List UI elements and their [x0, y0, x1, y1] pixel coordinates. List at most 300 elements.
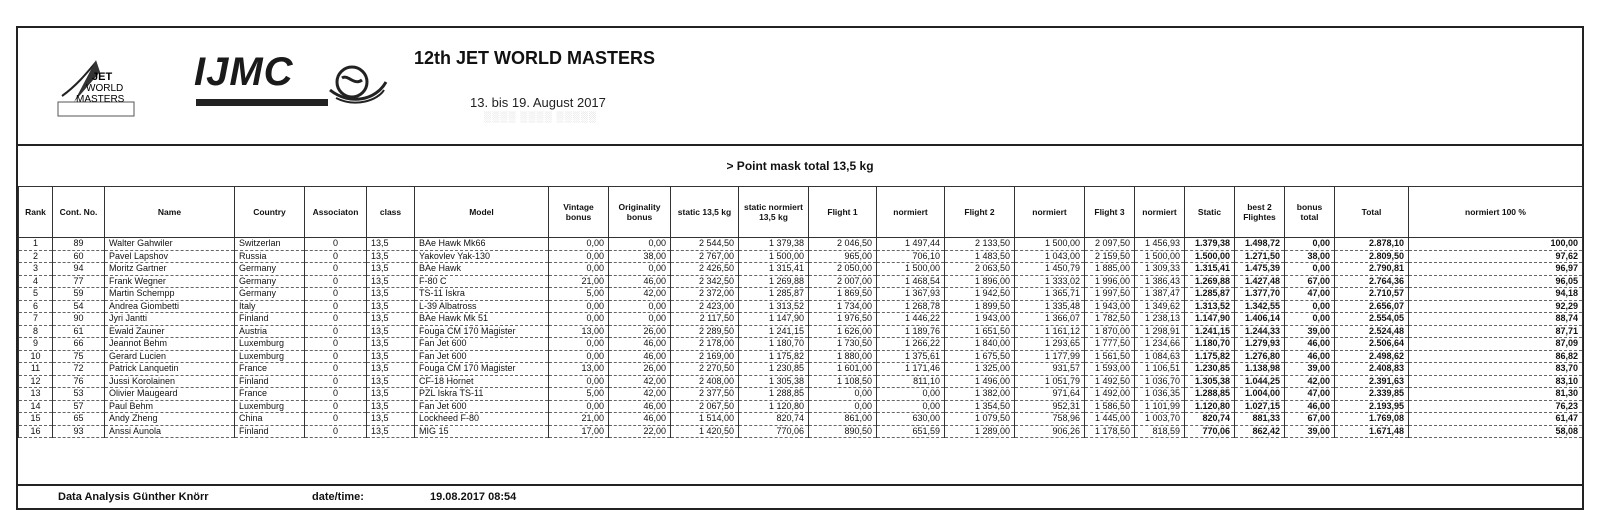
table-cell: 0,00	[549, 250, 609, 263]
table-cell: 87,09	[1409, 338, 1583, 351]
table-row	[19, 238, 1583, 251]
table-cell: 2 117,50	[671, 313, 739, 326]
table-cell: Moritz Gartner	[105, 263, 235, 276]
table-cell: 10	[19, 350, 53, 363]
table-cell: 1.138,98	[1235, 363, 1285, 376]
table-cell: 0,00	[549, 238, 609, 251]
table-cell: 1 101,99	[1135, 400, 1185, 413]
table-cell: MIG 15	[415, 425, 549, 438]
table-cell: 2.764,36	[1335, 275, 1409, 288]
table-cell: 13,00	[549, 325, 609, 338]
ijmc-logo: IJMC	[194, 50, 394, 114]
table-cell: 0,00	[877, 400, 945, 413]
table-cell: 2 270,50	[671, 363, 739, 376]
table-cell: 2 767,00	[671, 250, 739, 263]
table-header-row	[19, 187, 1583, 238]
table-row	[19, 400, 1583, 413]
column-header: Country	[235, 187, 305, 238]
table-row	[19, 300, 1583, 313]
table-cell: 81,30	[1409, 388, 1583, 401]
table-cell: 22,00	[609, 425, 671, 438]
table-cell: 1 375,61	[877, 350, 945, 363]
table-cell: 38,00	[1285, 250, 1335, 263]
table-cell: 1 268,78	[877, 300, 945, 313]
table-cell: Fan Jet 600	[415, 400, 549, 413]
table-cell: Yakovlev Yak-130	[415, 250, 549, 263]
table-cell: 21,00	[549, 275, 609, 288]
column-header: Static	[1185, 187, 1235, 238]
table-cell: 0,00	[609, 313, 671, 326]
table-cell: France	[235, 388, 305, 401]
table-cell: 1.671,48	[1335, 425, 1409, 438]
table-cell: 1 450,79	[1015, 263, 1085, 276]
table-cell: 1 976,50	[809, 313, 877, 326]
table-cell: Italy	[235, 300, 305, 313]
table-cell: 2.524,48	[1335, 325, 1409, 338]
table-cell: 1 492,50	[1085, 375, 1135, 388]
table-cell: 758,96	[1015, 413, 1085, 426]
table-cell: 0	[305, 425, 367, 438]
table-cell: 2 372,00	[671, 288, 739, 301]
table-cell: 2 408,00	[671, 375, 739, 388]
column-header: Flight 2	[945, 187, 1015, 238]
table-cell: 0	[305, 288, 367, 301]
table-cell: 61,47	[1409, 413, 1583, 426]
table-cell: 1 896,00	[945, 275, 1015, 288]
table-cell: 39,00	[1285, 363, 1335, 376]
table-cell: 1 051,79	[1015, 375, 1085, 388]
table-cell: Martin Schempp	[105, 288, 235, 301]
table-cell: 90	[53, 313, 105, 326]
table-cell: 38,00	[609, 250, 671, 263]
table-cell: Jeannot Behm	[105, 338, 235, 351]
table-cell: 89	[53, 238, 105, 251]
column-header: Total	[1335, 187, 1409, 238]
table-cell: Pavel Lapshov	[105, 250, 235, 263]
table-cell: 1 003,70	[1135, 413, 1185, 426]
table-cell: 72	[53, 363, 105, 376]
table-cell: L-39 Albatross	[415, 300, 549, 313]
table-cell: 1 942,50	[945, 288, 1015, 301]
table-cell: 0	[305, 363, 367, 376]
table-cell: 76	[53, 375, 105, 388]
table-cell: 57	[53, 400, 105, 413]
table-cell: 86,82	[1409, 350, 1583, 363]
table-cell: 0,00	[1285, 300, 1335, 313]
table-cell: 2.391,63	[1335, 375, 1409, 388]
table-cell: 0	[305, 375, 367, 388]
column-header: class	[367, 187, 415, 238]
table-cell: Olivier Maugeard	[105, 388, 235, 401]
table-cell: 67,00	[1285, 275, 1335, 288]
column-header: static normiert 13,5 kg	[739, 187, 809, 238]
table-cell: 1 349,62	[1135, 300, 1185, 313]
table-cell: 1 367,93	[877, 288, 945, 301]
table-cell: Fouga CM 170 Magister	[415, 363, 549, 376]
table-cell: 1 870,00	[1085, 325, 1135, 338]
page-title: 12th JET WORLD MASTERS	[414, 48, 656, 68]
table-cell: 16	[19, 425, 53, 438]
table-cell: 1 178,50	[1085, 425, 1135, 438]
table-cell: 1.288,85	[1185, 388, 1235, 401]
table-cell: 0	[305, 413, 367, 426]
table-cell: 83,10	[1409, 375, 1583, 388]
table-cell: 1.180,70	[1185, 338, 1235, 351]
table-cell: 2.498,62	[1335, 350, 1409, 363]
table-cell: 1 161,12	[1015, 325, 1085, 338]
table-cell: 67,00	[1285, 413, 1335, 426]
table-cell: 0,00	[809, 388, 877, 401]
table-cell: Frank Wegner	[105, 275, 235, 288]
table-cell: PZL Iskra TS-11	[415, 388, 549, 401]
table-cell: 1 288,85	[739, 388, 809, 401]
table-cell: 0,00	[877, 388, 945, 401]
table-cell: 66	[53, 338, 105, 351]
table-cell: 2 169,00	[671, 350, 739, 363]
table-cell: 1 456,93	[1135, 238, 1185, 251]
event-dates: 13. bis 19. August 2017	[470, 95, 606, 110]
table-cell: 1.175,82	[1185, 350, 1235, 363]
table-cell: 100,00	[1409, 238, 1583, 251]
table-cell: 1 899,50	[945, 300, 1015, 313]
table-cell: 60	[53, 250, 105, 263]
table-cell: 46,00	[609, 275, 671, 288]
table-cell: 1.276,80	[1235, 350, 1285, 363]
table-cell: 1.406,14	[1235, 313, 1285, 326]
table-cell: 1 996,00	[1085, 275, 1135, 288]
table-cell: 2.506,64	[1335, 338, 1409, 351]
table-cell: 1 840,00	[945, 338, 1015, 351]
table-cell: 1 230,85	[739, 363, 809, 376]
table-cell: 931,57	[1015, 363, 1085, 376]
table-row	[19, 250, 1583, 263]
table-cell: 1 500,00	[1135, 250, 1185, 263]
table-cell: 1 514,00	[671, 413, 739, 426]
table-cell: 1 483,50	[945, 250, 1015, 263]
column-header: Originality bonus	[609, 187, 671, 238]
table-cell: 13,00	[549, 363, 609, 376]
table-cell: 820,74	[1185, 413, 1235, 426]
table-cell: Finland	[235, 313, 305, 326]
table-cell: 46,00	[609, 413, 671, 426]
table-cell: 13,5	[367, 250, 415, 263]
table-cell: 1 446,22	[877, 313, 945, 326]
table-cell: 820,74	[739, 413, 809, 426]
svg-text:WORLD: WORLD	[86, 83, 124, 94]
table-row	[19, 275, 1583, 288]
ijmc-banner-bar	[196, 99, 328, 106]
table-cell: 88,74	[1409, 313, 1583, 326]
table-cell: 46,00	[609, 338, 671, 351]
table-cell: 770,06	[1185, 425, 1235, 438]
table-cell: 76,23	[1409, 400, 1583, 413]
table-cell: 0	[305, 238, 367, 251]
table-cell: 1.305,38	[1185, 375, 1235, 388]
table-cell: 1.269,88	[1185, 275, 1235, 288]
table-cell: 906,26	[1015, 425, 1085, 438]
table-cell: Anssi Aunola	[105, 425, 235, 438]
table-cell: Lockheed F-80	[415, 413, 549, 426]
table-cell: CF-18 Hornet	[415, 375, 549, 388]
table-cell: 87,71	[1409, 325, 1583, 338]
table-cell: 13,5	[367, 425, 415, 438]
table-cell: 0,00	[1285, 263, 1335, 276]
column-header: normiert 100 %	[1409, 187, 1583, 238]
table-cell: 46,00	[609, 350, 671, 363]
column-header: Associaton	[305, 187, 367, 238]
table-cell: 1 234,66	[1135, 338, 1185, 351]
table-cell: 12	[19, 375, 53, 388]
table-cell: 1 885,00	[1085, 263, 1135, 276]
table-cell: 2 046,50	[809, 238, 877, 251]
table-cell: 2.408,83	[1335, 363, 1409, 376]
table-cell: 818,59	[1135, 425, 1185, 438]
table-row	[19, 363, 1583, 376]
table-cell: 1.315,41	[1185, 263, 1235, 276]
table-cell: Paul Behm	[105, 400, 235, 413]
table-cell: 1.313,52	[1185, 300, 1235, 313]
table-cell: 971,64	[1015, 388, 1085, 401]
table-cell: 1 997,50	[1085, 288, 1135, 301]
table-cell: 47,00	[1285, 288, 1335, 301]
table-cell: 1 387,47	[1135, 288, 1185, 301]
table-cell: 1 593,00	[1085, 363, 1135, 376]
table-cell: 1 782,50	[1085, 313, 1135, 326]
table-cell: Germany	[235, 288, 305, 301]
table-cell: Fouga CM 170 Magister	[415, 325, 549, 338]
table-cell: 1.475,39	[1235, 263, 1285, 276]
table-cell: 1 382,00	[945, 388, 1015, 401]
table-cell: 0,00	[549, 400, 609, 413]
table-cell: 1 496,00	[945, 375, 1015, 388]
table-row	[19, 325, 1583, 338]
table-cell: 14	[19, 400, 53, 413]
table-cell: Finland	[235, 375, 305, 388]
table-cell: 1 266,22	[877, 338, 945, 351]
table-cell: 2.656,07	[1335, 300, 1409, 313]
svg-text:JET: JET	[92, 71, 113, 83]
table-cell: 46,00	[1285, 400, 1335, 413]
svg-text:MASTERS: MASTERS	[76, 94, 125, 105]
table-cell: 46,00	[1285, 338, 1335, 351]
table-cell: Gerard Lucien	[105, 350, 235, 363]
table-cell: Jyri Jantti	[105, 313, 235, 326]
table-cell: 46,00	[1285, 350, 1335, 363]
table-cell: Switzerlan	[235, 238, 305, 251]
jet-world-masters-logo	[56, 56, 136, 118]
table-cell: 5	[19, 288, 53, 301]
table-cell: 13,5	[367, 325, 415, 338]
table-cell: 1 313,52	[739, 300, 809, 313]
table-cell: 1 298,91	[1135, 325, 1185, 338]
table-cell: 97,62	[1409, 250, 1583, 263]
column-header: Flight 3	[1085, 187, 1135, 238]
table-row	[19, 263, 1583, 276]
table-cell: 2.339,85	[1335, 388, 1409, 401]
table-cell: Russia	[235, 250, 305, 263]
table-cell: 0	[305, 388, 367, 401]
table-cell: 39,00	[1285, 325, 1335, 338]
table-cell: 2 097,50	[1085, 238, 1135, 251]
table-cell: 1 586,50	[1085, 400, 1135, 413]
table-cell: 0	[305, 338, 367, 351]
table-cell: 2.809,50	[1335, 250, 1409, 263]
table-cell: 46,00	[609, 400, 671, 413]
table-cell: 0,00	[549, 313, 609, 326]
table-cell: 1 492,00	[1085, 388, 1135, 401]
table-cell: 2 050,00	[809, 263, 877, 276]
column-header: normiert	[1135, 187, 1185, 238]
table-cell: 1 285,87	[739, 288, 809, 301]
table-cell: France	[235, 363, 305, 376]
table-row	[19, 425, 1583, 438]
table-row	[19, 388, 1583, 401]
table-cell: 1 354,50	[945, 400, 1015, 413]
table-cell: 13	[19, 388, 53, 401]
table-cell: 1 241,15	[739, 325, 809, 338]
table-cell: 1 869,50	[809, 288, 877, 301]
table-cell: 0,00	[609, 263, 671, 276]
table-cell: 75	[53, 350, 105, 363]
table-cell: 0	[305, 263, 367, 276]
table-cell: 1.342,55	[1235, 300, 1285, 313]
table-cell: 42,00	[609, 375, 671, 388]
table-cell: 1 943,00	[945, 313, 1015, 326]
table-cell: Andy Zheng	[105, 413, 235, 426]
table-cell: 0,00	[549, 350, 609, 363]
table-cell: 2.193,95	[1335, 400, 1409, 413]
table-cell: 1.500,00	[1185, 250, 1235, 263]
table-cell: 1.379,38	[1185, 238, 1235, 251]
table-cell: 13,5	[367, 413, 415, 426]
table-cell: 13,5	[367, 400, 415, 413]
table-cell: 1.241,15	[1185, 325, 1235, 338]
table-cell: 1 238,13	[1135, 313, 1185, 326]
table-cell: Austria	[235, 325, 305, 338]
table-cell: 26,00	[609, 325, 671, 338]
table-cell: 26,00	[609, 363, 671, 376]
table-cell: 2 289,50	[671, 325, 739, 338]
table-cell: 4	[19, 275, 53, 288]
table-cell: 1 309,33	[1135, 263, 1185, 276]
table-cell: 0,00	[609, 238, 671, 251]
table-row	[19, 313, 1583, 326]
table-cell: 1 171,46	[877, 363, 945, 376]
table-cell: 1 333,02	[1015, 275, 1085, 288]
table-cell: Finland	[235, 425, 305, 438]
table-row	[19, 338, 1583, 351]
table-cell: 2	[19, 250, 53, 263]
table-cell: 7	[19, 313, 53, 326]
table-cell: 952,31	[1015, 400, 1085, 413]
table-cell: 61	[53, 325, 105, 338]
table-cell: 1 325,00	[945, 363, 1015, 376]
table-cell: 1.498,72	[1235, 238, 1285, 251]
table-cell: 83,70	[1409, 363, 1583, 376]
table-cell: 1.285,87	[1185, 288, 1235, 301]
table-cell: Jussi Korolainen	[105, 375, 235, 388]
table-cell: 2 423,00	[671, 300, 739, 313]
table-cell: Luxemburg	[235, 350, 305, 363]
table-cell: 0,00	[549, 375, 609, 388]
table-cell: 58,08	[1409, 425, 1583, 438]
table-cell: 861,00	[809, 413, 877, 426]
table-cell: 1.377,70	[1235, 288, 1285, 301]
table-cell: 1 289,00	[945, 425, 1015, 438]
table-cell: 1.279,93	[1235, 338, 1285, 351]
table-cell: 1 335,48	[1015, 300, 1085, 313]
table-cell: Luxemburg	[235, 400, 305, 413]
results-table	[18, 186, 1583, 438]
table-cell: 5,00	[549, 288, 609, 301]
faded-stamp-text: ░░░░ ░░░░ ░░░░░	[484, 112, 597, 123]
table-cell: Ewald Zauner	[105, 325, 235, 338]
table-cell: 1.427,48	[1235, 275, 1285, 288]
column-header: Rank	[19, 187, 53, 238]
table-row	[19, 413, 1583, 426]
table-cell: 59	[53, 288, 105, 301]
table-cell: 2 377,50	[671, 388, 739, 401]
table-cell: 1 043,00	[1015, 250, 1085, 263]
table-cell: 1 177,99	[1015, 350, 1085, 363]
column-header: Vintage bonus	[549, 187, 609, 238]
datetime-label: date/time:	[312, 491, 364, 503]
datetime-value: 19.08.2017 08:54	[430, 491, 517, 503]
table-cell: 2 067,50	[671, 400, 739, 413]
table-cell: 881,33	[1235, 413, 1285, 426]
table-cell: 1 675,50	[945, 350, 1015, 363]
table-cell: 1	[19, 238, 53, 251]
table-cell: 2 544,50	[671, 238, 739, 251]
table-cell: 1 120,80	[739, 400, 809, 413]
table-cell: 1 500,00	[877, 263, 945, 276]
table-cell: Patrick Lanquetin	[105, 363, 235, 376]
column-header: Model	[415, 187, 549, 238]
table-cell: 21,00	[549, 413, 609, 426]
table-cell: 13,5	[367, 300, 415, 313]
table-cell: 1 561,50	[1085, 350, 1135, 363]
table-cell: 1 036,35	[1135, 388, 1185, 401]
table-cell: 1 626,00	[809, 325, 877, 338]
table-cell: 6	[19, 300, 53, 313]
table-cell: 1.271,50	[1235, 250, 1285, 263]
table-cell: 630,00	[877, 413, 945, 426]
table-cell: Luxemburg	[235, 338, 305, 351]
table-cell: 1 189,76	[877, 325, 945, 338]
table-cell: 96,97	[1409, 263, 1583, 276]
table-cell: 2 133,50	[945, 238, 1015, 251]
table-cell: 13,5	[367, 338, 415, 351]
data-analysis-credit: Data Analysis Günther Knörr	[58, 491, 209, 503]
table-cell: 93	[53, 425, 105, 438]
table-row	[19, 288, 1583, 301]
table-cell: 1.004,00	[1235, 388, 1285, 401]
table-cell: 1 147,90	[739, 313, 809, 326]
table-cell: 1 175,82	[739, 350, 809, 363]
table-cell: Germany	[235, 263, 305, 276]
table-cell: 0,00	[1285, 238, 1335, 251]
table-cell: 0	[305, 325, 367, 338]
table-cell: BAe Hawk Mk 51	[415, 313, 549, 326]
table-cell: 13,5	[367, 238, 415, 251]
table-cell: 77	[53, 275, 105, 288]
table-cell: 94	[53, 263, 105, 276]
table-cell: 92,29	[1409, 300, 1583, 313]
table-cell: 3	[19, 263, 53, 276]
table-cell: 94,18	[1409, 288, 1583, 301]
table-cell: 2.790,81	[1335, 263, 1409, 276]
table-cell: 2 342,50	[671, 275, 739, 288]
